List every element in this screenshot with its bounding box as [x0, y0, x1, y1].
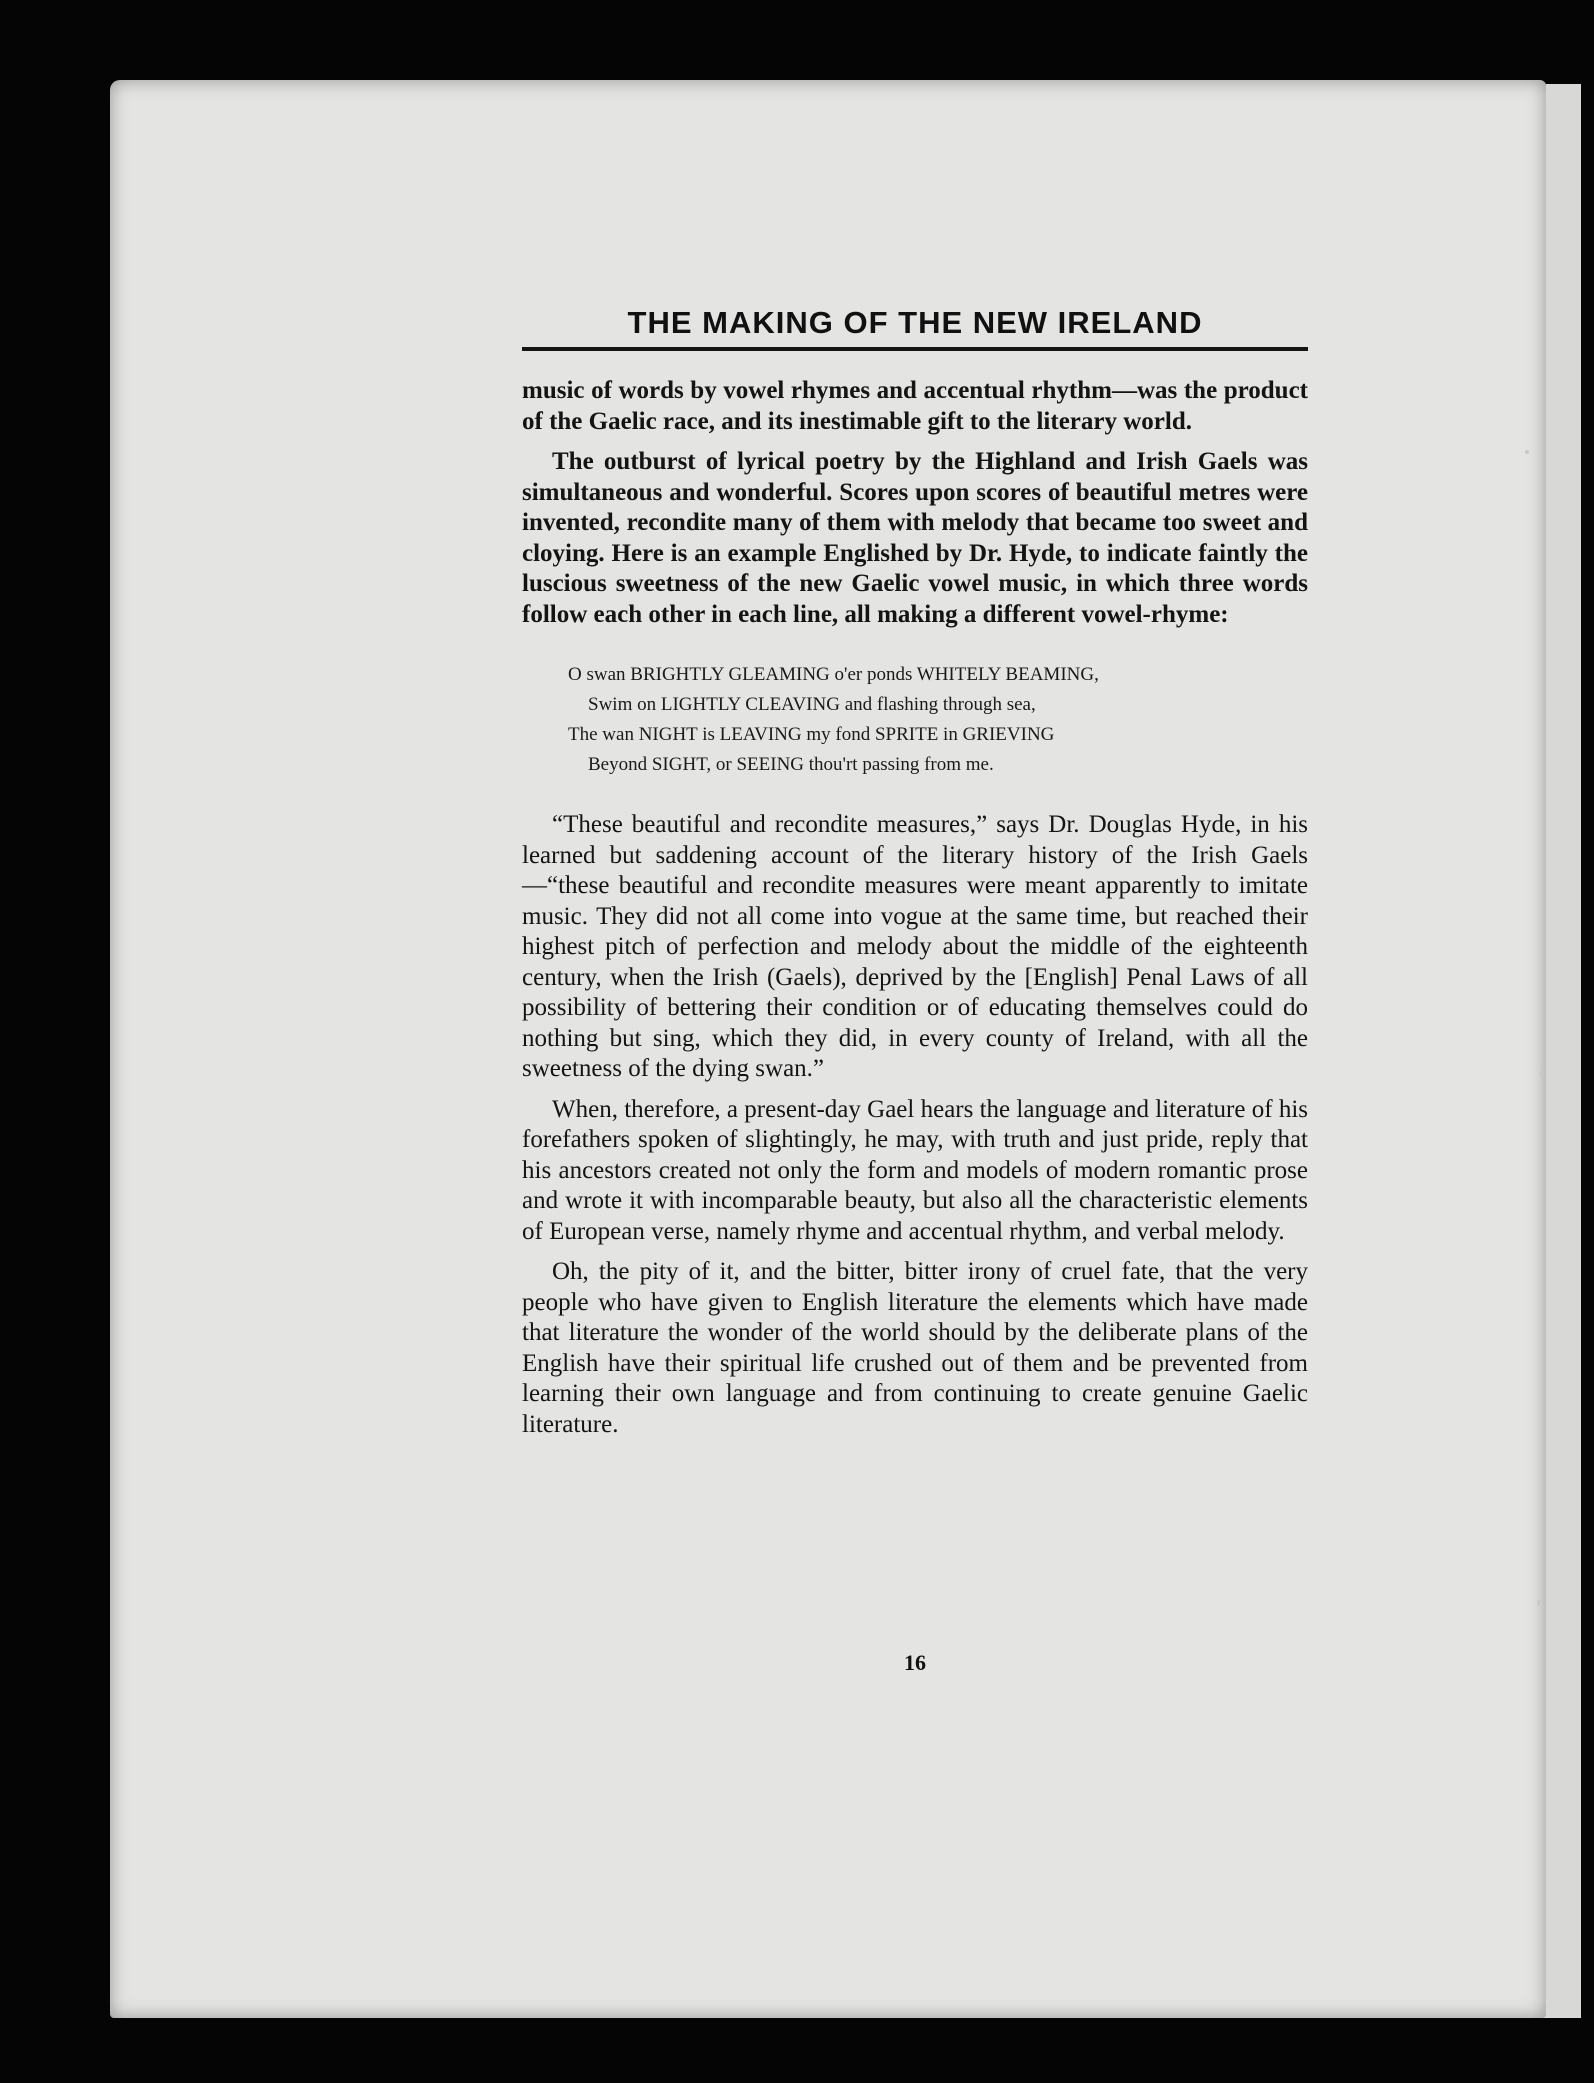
text-column: [522, 376, 1308, 1450]
paragraph-1: music of words by vowel rhymes and accentual rhythm—was the product of the Gaelic race, and its inestimable gift to the literary world.: [522, 377, 1308, 435]
header-rule: [522, 347, 1308, 351]
paragraph-4: When, therefore, a present-day Gael hears the language and literature of his forefathers spoken of slightingly, he may, with truth and just pride, reply that his ancestors created not only the form and models of modern romantic prose and wrote it with incomparable beauty, but also all the characteristic elements of European verse, namely rhyme and accentual rhythm, and verbal melody.: [522, 1095, 1308, 1245]
paragraph-5: Oh, the pity of it, and the bitter, bitter irony of cruel fate, that the very people who have given to English literature the elements which have made that literature the wonder of the world should by the deliberate plans of the English have their spiritual life crushed out of them and be prevented from learning their own language and from continuing to create genuine Gaelic literature.: [522, 1258, 1308, 1438]
poem-block: [522, 660, 1308, 780]
paragraph-3: “These beautiful and recondite measures,” says Dr. Douglas Hyde, in his learned but saddening account of the literary history of the Irish Gaels—“these beautiful and recondite measures were meant apparently to imitate music. They did not all come into vogue at the same time, but reached their highest pitch of perfection and melody about the middle of the eighteenth century, when the Irish (Gaels), deprived by the [English] Penal Laws of all possibility of bettering their condition or of educating themselves could do nothing but sing, which they did, in every county of Ireland, with all the sweetness of the dying swan.”: [522, 811, 1308, 1082]
scan-speck: [1540, 1070, 1543, 1078]
poem-line-1: O swan BRIGHTLY GLEAMING o'er ponds WHITELY BEAMING,: [568, 664, 1099, 685]
paragraph-2: The outburst of lyrical poetry by the Highland and Irish Gaels was simultaneous and wonderful. Scores upon scores of beautiful metres were invented, recondite many of them with melody that became too sweet and cloying. Here is an example Englished by Dr. Hyde, to indicate faintly the luscious sweetness of the new Gaelic vowel music, in which three words follow each other in each line, all making a different vowel-rhyme:: [522, 448, 1308, 628]
page-number: 16: [904, 1650, 926, 1675]
poem-line-2: Swim on LIGHTLY CLEAVING and flashing through sea,: [588, 694, 1036, 715]
scan-speck: [1537, 1600, 1540, 1606]
running-head: THE MAKING OF THE NEW IRELAND: [627, 305, 1203, 340]
scan-speck: [1525, 450, 1529, 454]
poem-line-4: Beyond SIGHT, or SEEING thou'rt passing from me.: [588, 754, 994, 775]
poem-line-3: The wan NIGHT is LEAVING my fond SPRITE in GRIEVING: [568, 724, 1055, 745]
